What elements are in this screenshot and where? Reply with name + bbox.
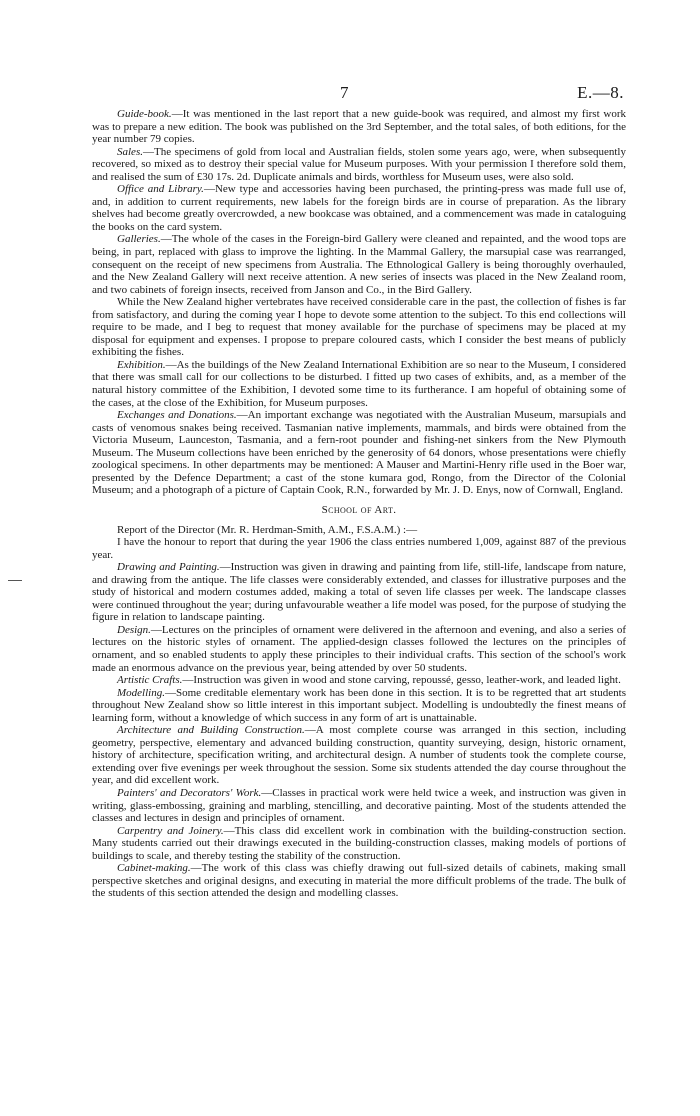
paragraph-painters-decorators: Painters' and Decorators' Work.—Classes in practical work were held twice a week, and instruction was given in writing, glass-embossing, graining and marbling, stencilling, and decorative painting. Most of the students attended the classes and lectures in design and principles of ornament. bbox=[92, 786, 627, 825]
document-reference: E.—8. bbox=[577, 83, 624, 102]
section-title-school-of-art: School of Art. bbox=[321, 503, 397, 516]
paragraph-cabinet-making: Cabinet-making.—The work of this class was chiefly drawing out full-sized details of cabinets, making small perspective sketches and original designs, and executing in material the more difficult problems of the trade. The bulk of the students of this section attended the design and modelling classes. bbox=[92, 862, 626, 900]
paragraph-artistic-crafts: Artistic Crafts.—Instruction was given in wood and stone carving, repoussé, gesso, leather-work, and leaded light. bbox=[117, 674, 621, 687]
report-opening: I have the honour to report that during the year 1906 the class entries numbered 1,009, against 887 of the previous year. bbox=[92, 536, 626, 561]
paragraph-galleries: Galleries.—The whole of the cases in the Foreign-bird Gallery were cleaned and repainted, and the wood tops are being, in part, replaced with glass to improve the lighting. In the Mammal Gallery, the marsupial case was rearranged, consequent on the receipt of new specimens from Australia. The Ethnological Gallery is being thoroughly overhauled, and the New Zealand Gallery will next receive attention. A new series of insects was placed in the New Zealand room, and two cabinets of foreign insects, received from Janson and Co., in the Bird Gallery. bbox=[92, 233, 626, 296]
paragraph-exchanges-donations: Exchanges and Donations.—An important exchange was negotiated with the Australian Museum, marsupials and casts of venomous snakes being received. Tasmanian native implements, mammals, and birds were obtained from the Victoria Museum, Launceston, Tasmania, and a fern-root pounder and fishing-net sinkers from the New Plymouth Museum. The Museum collections have been enriched by the generosity of 64 donors, whose presentations were chiefly zoological specimens. In other departments may be mentioned: A Mauser and Martini-Henry rifle used in the Boer war, presented by the Defence Department; a cast of the stone kumara god, Rongo, from the Director of the Colonial Museum; and a photograph of a picture of Captain Cook, R.N., forwarded by Mr. J. D. Enys, now of Cornwall, England. bbox=[92, 409, 626, 497]
page-number: 7 bbox=[340, 83, 349, 102]
paragraph-carpentry-joinery: Carpentry and Joinery.—This class did excellent work in combination with the building-construction section. Many students carried out their drawings executed in the building-construction classes, making models of portions of buildings to scale, and thereby testing the stability of the construction. bbox=[92, 824, 626, 862]
paragraph-sales: Sales.—The specimens of gold from local and Australian fields, stolen some years ago, were, when subsequently recovered, so mixed as to destroy their special value for Museum purposes. With your permission I therefore sold them, and realised the sum of £30 17s. 2d. Duplicate animals and birds, worthless for Museum uses, were also sold. bbox=[92, 145, 626, 183]
report-intro: Report of the Director (Mr. R. Herdman-Smith, A.M., F.S.A.M.) :— bbox=[117, 523, 418, 536]
margin-mark bbox=[8, 580, 22, 581]
report-body bbox=[92, 108, 626, 900]
paragraph-modelling: Modelling.—Some creditable elementary work has been done in this section. It is to be regretted that art students throughout New Zealand show so little interest in this important subject. Modelling is undoubtedly the finest means of learning form, without a knowledge of which success in any form of art is unattainable. bbox=[92, 686, 626, 724]
paragraph-guide-book: Guide-book.—It was mentioned in the last report that a new guide-book was required, and almost my first work was to prepare a new edition. The book was published on the 3rd September, and the total sales, of both editions, for the year number 79 copies. bbox=[92, 108, 626, 146]
paragraph-drawing-painting: Drawing and Painting.—Instruction was given in drawing and painting from life, still-life, landscape from nature, and drawing from the antique. The life classes were considerably extended, and classes for illustrative purposes and the study of historical and modern costumes added, making a total of seven life classes per week. The landscape classes were continued throughout the year; during unfavourable weather a life model was posed, for the purpose of studying the figure in relation to landscape painting. bbox=[92, 561, 626, 624]
page-header bbox=[0, 83, 700, 105]
paragraph-exhibition: Exhibition.—As the buildings of the New Zealand International Exhibition are so near to the Museum, I considered that there was small call for our collections to be disturbed. I fitted up two cases of exhibits, and, as a member of the natural history committee of the Exhibition, I devoted some time to its furtherance. I am hopeful of obtaining some of the cases, at the close of the Exhibition, for Museum purposes. bbox=[92, 358, 626, 409]
paragraph-fishes: While the New Zealand higher vertebrates have received considerable care in the past, the collection of fishes is far from satisfactory, and during the coming year I hope to devote some attention to the subject. To this end collections will require to be made, and I beg to request that money available for the purchase of specimens may be placed at my disposal for equipment and expenses. I propose to prepare coloured casts, which I consider the best means of publicly exhibiting the fishes. bbox=[92, 296, 626, 359]
paragraph-design: Design.—Lectures on the principles of ornament were delivered in the afternoon and evening, and also a series of lectures on the historic styles of ornament. The applied-design classes followed the lectures on the principles of ornament, and so enabled students to apply these principles to their individual crafts. This section of the school's work made an enormous advance on the previous year, being attended by over 50 students. bbox=[92, 623, 626, 674]
paragraph-office-library: Office and Library.—New type and accessories having been purchased, the printing-press was made full use of, and, in addition to current requirements, new labels for the foreign birds are in course of preparation. As the library shelves had become greatly overcrowded, a new bookcase was obtained, and a commencement was made in cataloguing the books on the card system. bbox=[92, 183, 626, 233]
paragraph-architecture: Architecture and Building Construction.—A most complete course was arranged in this section, including geometry, perspective, elementary and advanced building construction, quantity surveying, design, historic ornament, history of architecture, specification writing, and architectural design. A number of students took the complete course, extending over five evenings per week throughout the session. Some six students attended the day course throughout the year, and did excellent work. bbox=[92, 724, 626, 787]
